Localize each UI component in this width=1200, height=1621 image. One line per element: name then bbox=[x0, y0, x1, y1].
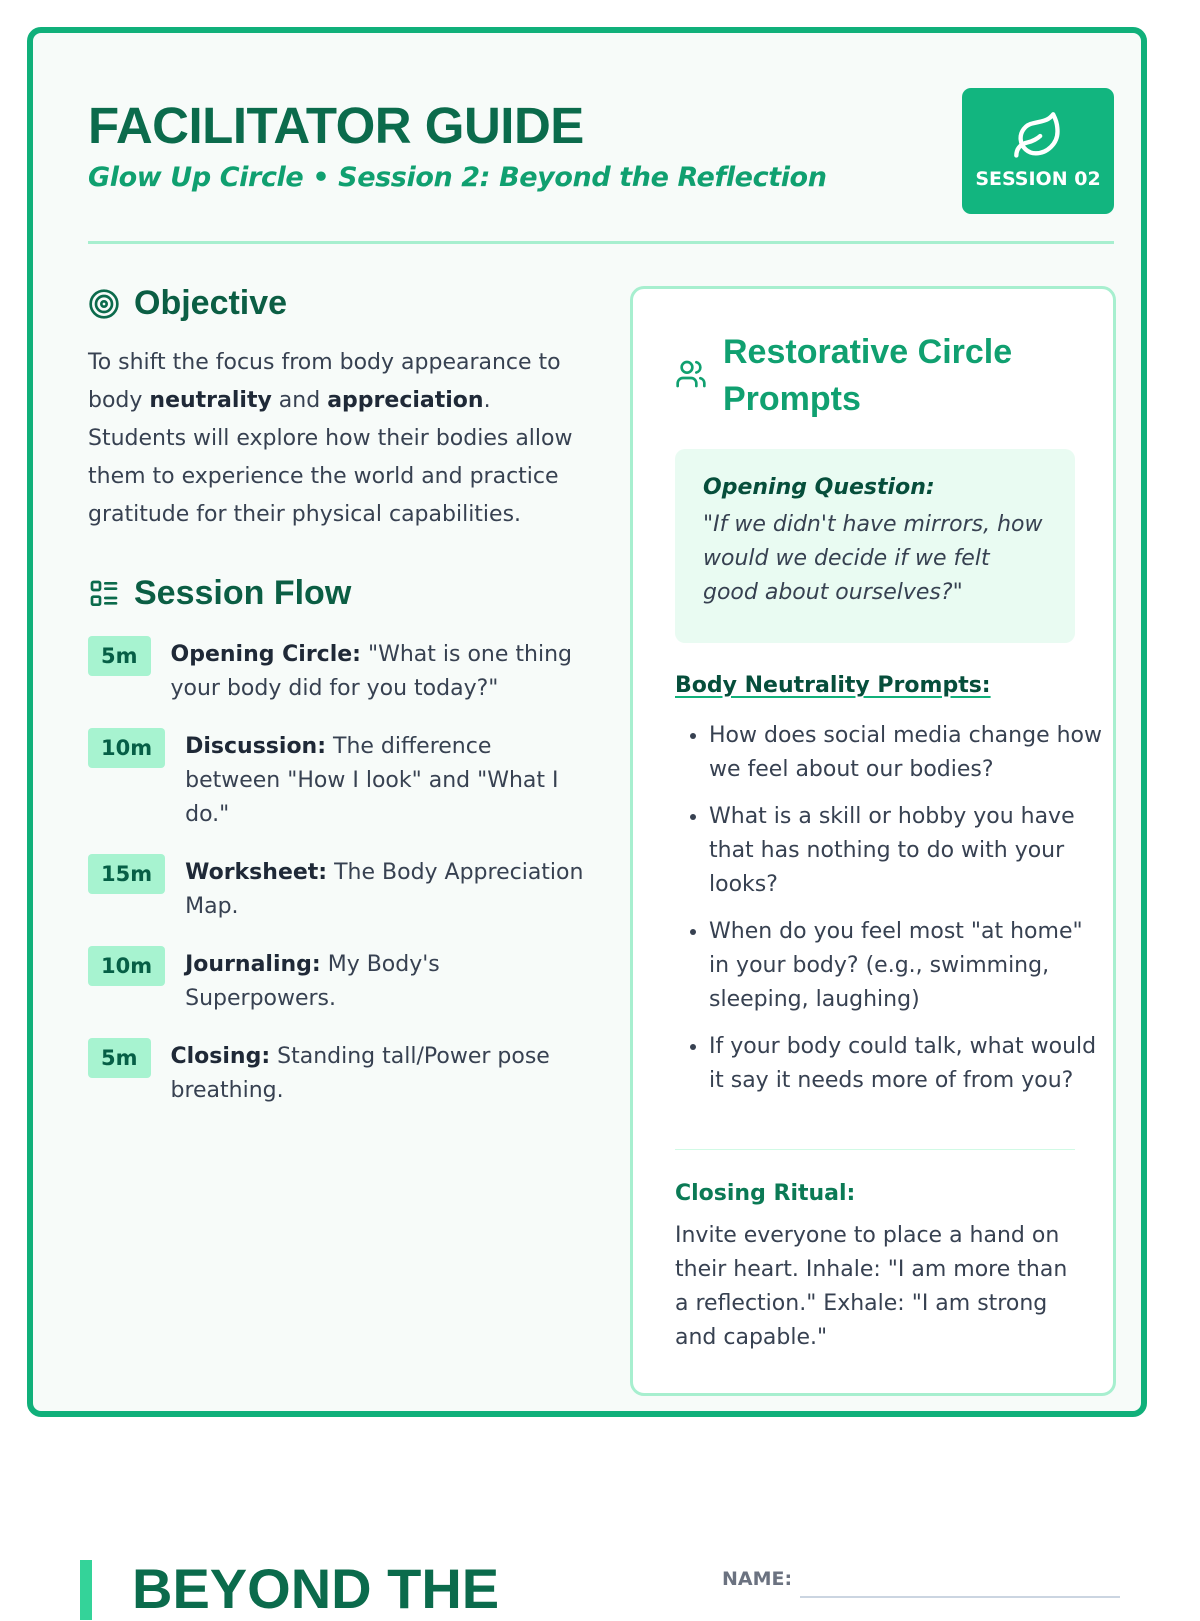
flow-description: "What is one thing your body did for you today?" bbox=[170, 642, 572, 701]
list-item: • When do you feel most "at home" in your body? (e.g., swimming, sleeping, laughing) bbox=[709, 915, 1109, 1017]
objective-text-part: . Students will explore how their bodies allow them to experience the world and practice gratitude for their physical capabilities. bbox=[88, 388, 573, 527]
body-neutrality-label: Body Neutrality Prompts: bbox=[675, 673, 991, 698]
prompts-divider bbox=[675, 1149, 1075, 1150]
flow-label: Worksheet: bbox=[185, 860, 328, 885]
opening-question-text: "If we didn't have mirrors, how would we decide if we felt good about ourselves?" bbox=[703, 512, 1043, 605]
page2-accent-bar bbox=[80, 1560, 92, 1620]
objective-heading bbox=[88, 284, 287, 323]
objective-title: Objective bbox=[134, 284, 288, 322]
flow-description: The Body Appreciation Map. bbox=[185, 860, 584, 919]
flow-text bbox=[185, 854, 588, 924]
flow-time-badge: 5m bbox=[88, 636, 151, 676]
page-subtitle: Glow Up Circle • Session 2: Beyond the Reflection bbox=[88, 162, 827, 193]
session-flow-list bbox=[88, 636, 588, 1130]
flow-description: My Body's Superpowers. bbox=[185, 952, 440, 1011]
list-item: • What is a skill or hobby you have that has nothing to do with your looks? bbox=[709, 800, 1109, 902]
objective-bold-appreciation: appreciation bbox=[327, 388, 484, 413]
flow-item bbox=[88, 854, 588, 924]
list-item: • How does social media change how we feel about our bodies? bbox=[709, 719, 1109, 787]
objective-text-part: and bbox=[271, 388, 328, 413]
flow-label: Opening Circle: bbox=[170, 642, 361, 667]
opening-question-box bbox=[675, 449, 1075, 643]
flow-description: Standing tall/Power pose breathing. bbox=[170, 1044, 550, 1103]
objective-text-part: To shift the focus from body appearance to body bbox=[88, 350, 561, 413]
users-icon bbox=[675, 358, 707, 394]
prompts-title: Restorative Circle Prompts bbox=[723, 333, 1013, 418]
flow-item bbox=[88, 636, 588, 706]
session-badge-label: SESSION 02 bbox=[975, 168, 1101, 190]
flow-text bbox=[171, 1038, 589, 1108]
name-label: NAME: bbox=[722, 1568, 793, 1590]
session-badge bbox=[962, 88, 1114, 214]
restorative-prompts-panel bbox=[630, 286, 1116, 1396]
session-flow-title: Session Flow bbox=[134, 574, 352, 612]
name-field[interactable] bbox=[800, 1596, 1120, 1598]
flow-text bbox=[185, 728, 588, 832]
opening-question-label: Opening Question: bbox=[703, 475, 935, 500]
objective-bold-neutrality: neutrality bbox=[149, 388, 272, 413]
flow-item bbox=[88, 946, 588, 1016]
flow-time-badge: 15m bbox=[88, 854, 165, 894]
target-icon bbox=[88, 288, 120, 320]
flow-label: Closing: bbox=[170, 1044, 271, 1069]
flow-item bbox=[88, 1038, 588, 1108]
flow-time-badge: 10m bbox=[88, 946, 165, 986]
flow-time-badge: 10m bbox=[88, 728, 165, 768]
flow-text bbox=[185, 946, 588, 1016]
body-neutrality-list bbox=[675, 719, 1109, 1111]
objective-text bbox=[88, 344, 588, 534]
flow-item bbox=[88, 728, 588, 832]
flow-label: Journaling: bbox=[185, 952, 321, 977]
flow-description: The difference between "How I look" and "What I do." bbox=[185, 734, 559, 827]
closing-ritual-text: Invite everyone to place a hand on their heart. Inhale: "I am more than a reflection." Exhale: "I am strong and capable." bbox=[675, 1223, 1068, 1350]
flow-text bbox=[171, 636, 589, 706]
session-flow-heading bbox=[88, 574, 351, 613]
page-title: FACILITATOR GUIDE bbox=[88, 97, 584, 154]
prompts-heading bbox=[675, 329, 1083, 423]
leaf-icon bbox=[1012, 110, 1064, 162]
flow-time-badge: 5m bbox=[88, 1038, 151, 1078]
list-item: • If your body could talk, what would it say it needs more of from you? bbox=[709, 1030, 1109, 1098]
flow-label: Discussion: bbox=[185, 734, 327, 759]
closing-ritual-label: Closing Ritual: bbox=[675, 1181, 856, 1206]
header-divider bbox=[88, 241, 1114, 244]
list-icon bbox=[88, 578, 120, 610]
page2-title: BEYOND THE bbox=[132, 1557, 500, 1620]
